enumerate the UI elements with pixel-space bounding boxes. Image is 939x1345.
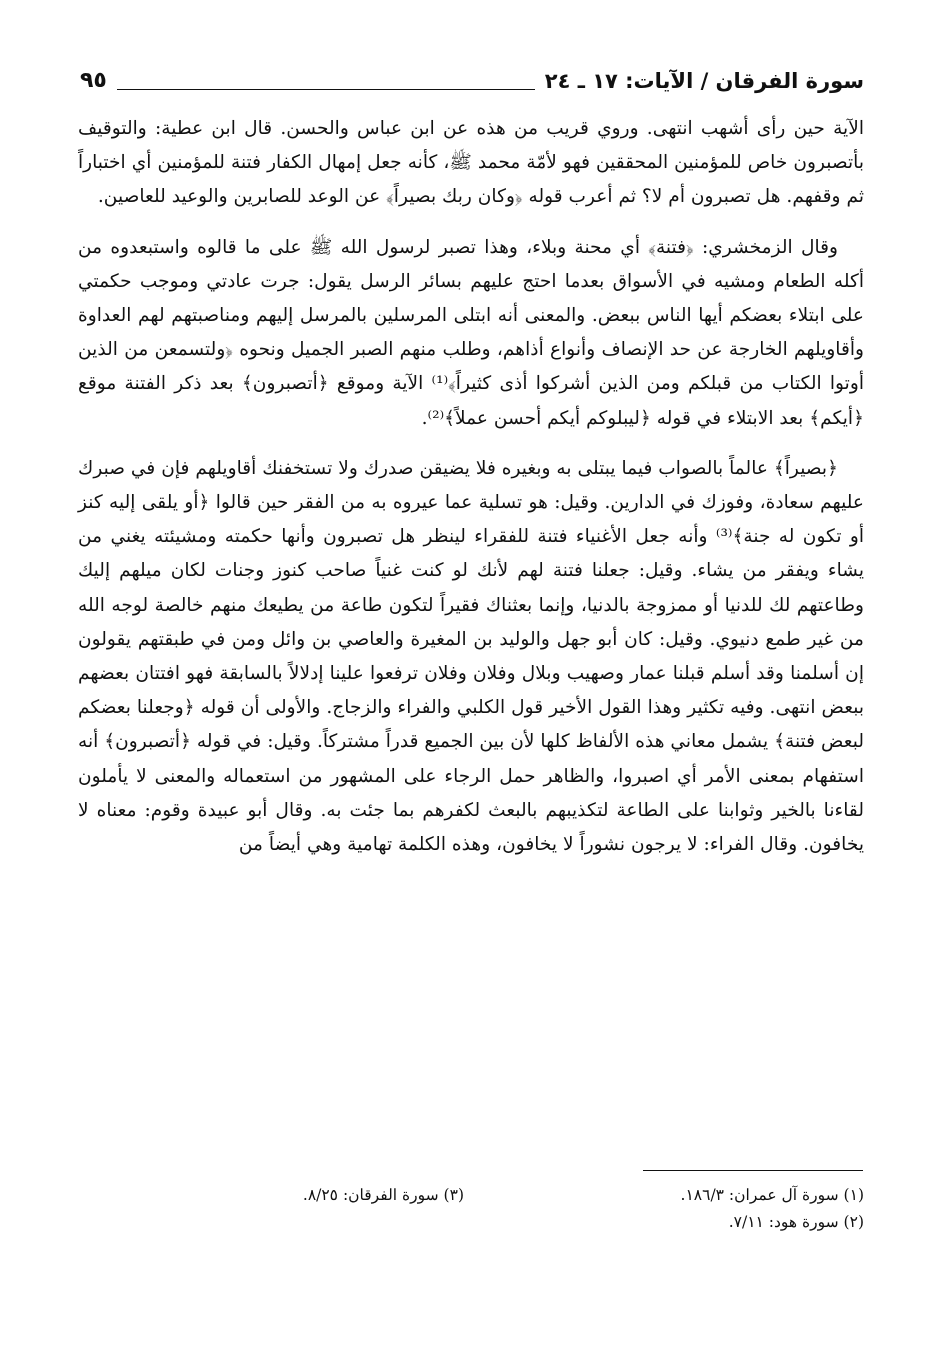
footnotes <box>200 1182 864 1236</box>
footnote-2: (٢) سورة هود: ٧/١١. <box>728 1213 864 1231</box>
footnote-rule <box>643 1170 863 1171</box>
main-text <box>78 112 864 862</box>
footnote-3: (٣) سورة الفرقان: ٨/٢٥. <box>302 1186 464 1204</box>
paragraph: ﴿بصيراً﴾ عالماً بالصواب فيما يبتلى به وبغيره فلا يضيقن صدرك ولا تستخفنك أقاويلهم فإن في صبرك عليهم سعادة، وفوزك في الدارين. وقيل: هو تسلية عما عيروه به من الفقر حين قالوا ﴿أو يلقى إليه كنز أو تكون له جنة﴾⁽³⁾ وأنه جعل الأغنياء فتنة للفقراء لينظر هل تصبرون وأنها حكمته ومشيئته يغني من يشاء ويفقر من يشاء. وقيل: جعلنا فتنة لهم لأنك لو كنت غنياً صاحب كنوز وجنات لكان ميلهم إليك وطاعتهم لك للدنيا أو ممزوجة بالدنيا، وإنما بعثناك فقيراً لتكون طاعة من يطيعك منهم خالصة لوجه الله من غير طمع دنيوي. وقيل: كان أبو جهل والوليد بن المغيرة والعاصي بن وائل ومن في طبقتهم يقولون إن أسلمنا وقد أسلم قبلنا عمار وصهيب وبلال وفلان وفلان ترفعوا علينا إدلالاً بالسابقة فهو افتتان بعضهم ببعض انتهى. وفيه تكثير وهذا القول الأخير قول الكلبي والفراء والزجاج. والأولى أن قوله ﴿وجعلنا بعضكم لبعض فتنة﴾ يشمل معاني هذه الألفاظ كلها لأن بين الجميع قدراً مشتركاً. وقيل: في قوله ﴿أتصبرون﴾ أنه استفهام بمعنى الأمر أي اصبروا، والظاهر حمل الرجاء على المشهور من استعماله والمعنى لا يأملون لقاءنا بالخير وثوابنا على الطاعة لتكذيبهم بالبعث لكفرهم بما جئت به. وقال أبو عبيدة وقوم: معناه لا يخافون. وقال الفراء: لا يرجون نشوراً لا يخافون، وهذه الكلمة تهامية وهي أيضاً من <box>77 457 865 856</box>
header-title: سورة الفرقان / الآيات: ١٧ ـ ٢٤ <box>544 69 864 93</box>
paragraph: الآية حين رأى أشهب انتهى. وروي قريب من هذه عن ابن عباس والحسن. قال ابن عطية: والتوقيف بأتصبرون خاص للمؤمنين المحققين فهو لأمّة محمد ﷺ، كأنه جعل إمهال الكفار فتنة للمؤمنين أي اختباراً ثم وقفهم. هل تصبرون أم لا؟ ثم أعرب قوله ﴿وكان ربك بصيراً﴾ عن الوعد للصابرين والوعيد للعاصين. <box>78 118 864 208</box>
paragraph: وقال الزمخشري: ﴿فتنة﴾ أي محنة وبلاء، وهذا تصبر لرسول الله ﷺ على ما قالوه واستبعدوه من أكله الطعام ومشيه في الأسواق بعدما احتج عليهم بسائر الرسل يقول: جرت عادتي وموجب حكمتي على ابتلاء بعضكم أيها الناس ببعض. والمعنى أنه ابتلى المرسلين بالمرسل إليهم ومناصبتهم لهم العداوة وأقاويلهم الخارجة عن حد الإنصاف وأنواع أذاهم، وطلب منهم الصبر الجميل ونحوه ﴿ولتسمعن من الذين أوتوا الكتاب من قبلكم ومن الذين أشركوا أذى كثيراً﴾⁽¹⁾ الآية وموقع ﴿أتصبرون﴾ بعد ذكر الفتنة موقع ﴿أيكم﴾ بعد الابتلاء في قوله ﴿ليبلوكم أيكم أحسن عملاً﴾⁽²⁾. <box>78 236 864 429</box>
header-rule <box>117 89 535 90</box>
footnote-1: (١) سورة آل عمران: ١٨٦/٣. <box>680 1186 864 1204</box>
page-number: ٩٥ <box>80 68 107 93</box>
running-header <box>80 62 864 96</box>
